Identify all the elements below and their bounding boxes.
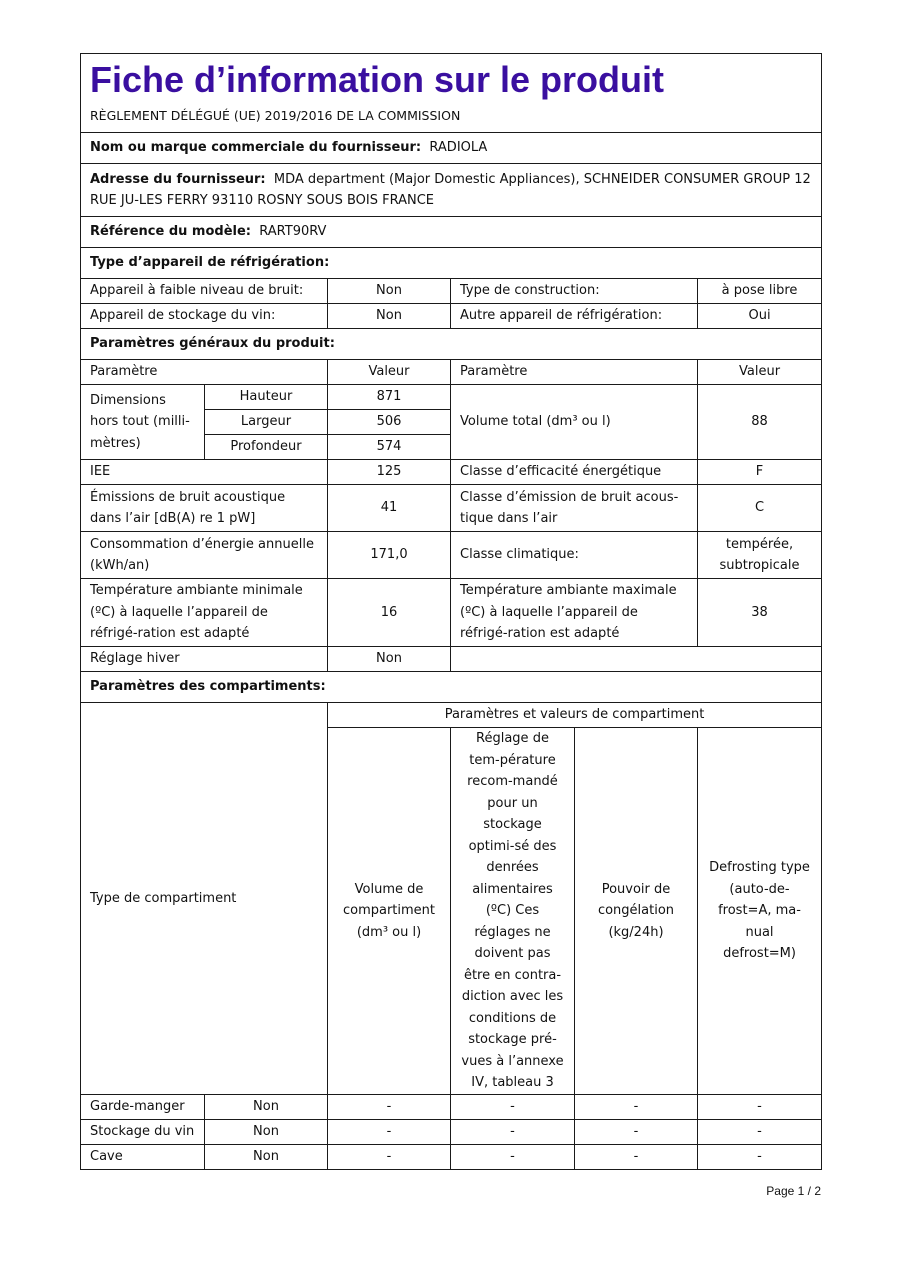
- compartment-defrost: -: [698, 1094, 822, 1119]
- max-ambient-temp-value: 38: [698, 579, 822, 647]
- noise-class-label: Classe d’émission de bruit acous-tique dans l’air: [451, 485, 698, 532]
- height-value: 871: [328, 385, 451, 410]
- column-header-parameter-2: Paramètre: [451, 360, 698, 385]
- compartment-group-header: Paramètres et valeurs de compartiment: [328, 703, 822, 728]
- depth-value: 574: [328, 435, 451, 460]
- header-cell: [81, 54, 822, 133]
- compartment-name: Cave: [81, 1144, 205, 1169]
- annual-consumption-value: 171,0: [328, 532, 451, 579]
- supplier-name-value: RADIOLA: [429, 140, 488, 156]
- compartment-volume-header: Volume de compartiment (dm³ ou l): [328, 728, 451, 1095]
- wine-storage-label: Appareil de stockage du vin:: [81, 304, 328, 329]
- compartment-freeze: -: [575, 1094, 698, 1119]
- appliance-type-heading: Type d’appareil de réfrigération:: [81, 248, 822, 279]
- compartment-present: Non: [205, 1119, 328, 1144]
- wine-storage-value: Non: [328, 304, 451, 329]
- other-appliance-value: Oui: [698, 304, 822, 329]
- noise-class-value: C: [698, 485, 822, 532]
- defrosting-type-header: Defrosting type (auto-de-frost=A, ma-nual defrost=M): [698, 728, 822, 1095]
- page-title: Fiche d’information sur le produit: [90, 59, 665, 100]
- regulation-text: RÈGLEMENT DÉLÉGUÉ (UE) 2019/2016 DE LA COMMISSION: [90, 108, 461, 123]
- noise-emission-value: 41: [328, 485, 451, 532]
- max-ambient-temp-label: Température ambiante maximale (ºC) à laquelle l’appareil de réfrigé-ration est adapté: [451, 579, 698, 647]
- width-label: Largeur: [205, 410, 328, 435]
- freezing-capacity-header: Pouvoir de congélation (kg/24h): [575, 728, 698, 1095]
- compartment-present: Non: [205, 1144, 328, 1169]
- construction-type-value: à pose libre: [698, 279, 822, 304]
- winter-setting-value: Non: [328, 647, 451, 672]
- product-information-sheet: [80, 53, 821, 1170]
- winter-setting-label: Réglage hiver: [81, 647, 328, 672]
- compartment-type-label: Type de compartiment: [81, 703, 328, 1095]
- climate-class-value: tempérée, subtropicale: [698, 532, 822, 579]
- column-header-value: Valeur: [328, 360, 451, 385]
- empty-cell: [451, 647, 822, 672]
- supplier-name-label: Nom ou marque commerciale du fournisseur:: [90, 140, 422, 156]
- energy-class-value: F: [698, 460, 822, 485]
- product-sheet-table: [80, 53, 822, 1170]
- page-number: Page 1 / 2: [766, 1184, 821, 1198]
- compartment-volume: -: [328, 1119, 451, 1144]
- low-noise-label: Appareil à faible niveau de bruit:: [81, 279, 328, 304]
- climate-class-label: Classe climatique:: [451, 532, 698, 579]
- compartment-temp: -: [451, 1144, 575, 1169]
- construction-type-label: Type de construction:: [451, 279, 698, 304]
- min-ambient-temp-label: Température ambiante minimale (ºC) à laquelle l’appareil de réfrigé-ration est adapté: [81, 579, 328, 647]
- model-reference-row: [81, 217, 822, 248]
- table-row: [81, 1144, 822, 1169]
- model-reference-label: Référence du modèle:: [90, 224, 251, 240]
- temperature-setting-header: Réglage de tem-pérature recom-mandé pour un stockage optimi-sé des denrées alimentaires (ºC) Ces réglages ne doivent pas être en contra-diction avec les conditions de stockage pré-vues à l’annexe IV, tableau 3: [451, 728, 575, 1095]
- dimensions-label: Dimensions hors tout (milli-mètres): [81, 385, 205, 460]
- supplier-address-label: Adresse du fournisseur:: [90, 171, 266, 187]
- annual-consumption-label: Consommation d’énergie annuelle (kWh/an): [81, 532, 328, 579]
- total-volume-value: 88: [698, 385, 822, 460]
- total-volume-label: Volume total (dm³ ou l): [451, 385, 698, 460]
- general-parameters-heading: Paramètres généraux du produit:: [81, 329, 822, 360]
- noise-emission-label: Émissions de bruit acoustique dans l’air [dB(A) re 1 pW]: [81, 485, 328, 532]
- compartment-defrost: -: [698, 1119, 822, 1144]
- compartment-freeze: -: [575, 1119, 698, 1144]
- supplier-address-row: [81, 164, 822, 217]
- iee-label: IEE: [81, 460, 328, 485]
- compartment-volume: -: [328, 1144, 451, 1169]
- min-ambient-temp-value: 16: [328, 579, 451, 647]
- compartment-freeze: -: [575, 1144, 698, 1169]
- low-noise-value: Non: [328, 279, 451, 304]
- iee-value: 125: [328, 460, 451, 485]
- column-header-value-2: Valeur: [698, 360, 822, 385]
- supplier-address-value: MDA department (Major Domestic Appliances), SCHNEIDER CONSUMER GROUP 12 RUE JU-LES FERRY 93110 ROSNY SOUS BOIS FRANCE: [90, 171, 811, 208]
- width-value: 506: [328, 410, 451, 435]
- other-appliance-label: Autre appareil de réfrigération:: [451, 304, 698, 329]
- supplier-name-row: [81, 133, 822, 164]
- column-header-parameter: Paramètre: [81, 360, 328, 385]
- compartment-present: Non: [205, 1094, 328, 1119]
- compartment-name: Stockage du vin: [81, 1119, 205, 1144]
- table-row: [81, 1094, 822, 1119]
- model-reference-value: RART90RV: [259, 224, 327, 240]
- compartment-parameters-heading: Paramètres des compartiments:: [81, 672, 822, 703]
- compartment-volume: -: [328, 1094, 451, 1119]
- energy-class-label: Classe d’efficacité énergétique: [451, 460, 698, 485]
- compartment-name: Garde-manger: [81, 1094, 205, 1119]
- compartment-temp: -: [451, 1119, 575, 1144]
- compartment-defrost: -: [698, 1144, 822, 1169]
- depth-label: Profondeur: [205, 435, 328, 460]
- compartment-temp: -: [451, 1094, 575, 1119]
- table-row: [81, 1119, 822, 1144]
- height-label: Hauteur: [205, 385, 328, 410]
